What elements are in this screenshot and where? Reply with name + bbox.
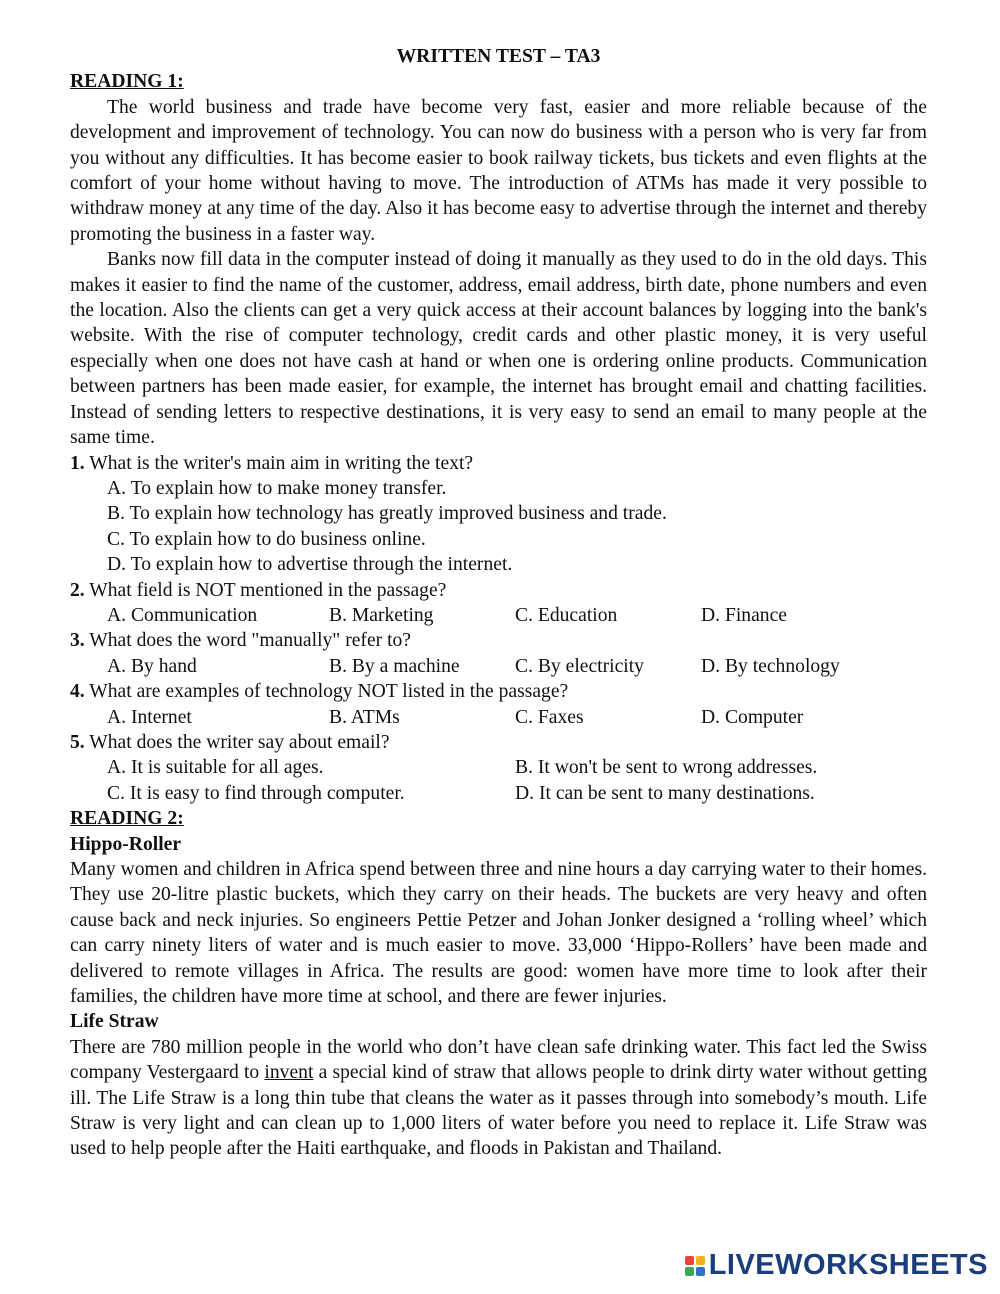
life-straw-text-before: There are 780 million people in the world who don’t have clean safe drinking water. This fact led the Swiss company Vestergaard to [70,1036,927,1084]
q4-option-b[interactable]: B. ATMs [329,706,400,728]
q4-option-a[interactable]: A. Internet [107,706,192,728]
reading1-heading: READING 1: [70,71,184,93]
q5-options [70,755,927,806]
question-number: 3. [70,630,85,652]
logo-square-yellow [696,1256,705,1265]
q1-option-a[interactable]: A. To explain how to make money transfer. [107,477,447,499]
life-straw-title: Life Straw [70,1011,159,1033]
q4-option-d[interactable]: D. Computer [701,706,804,728]
question-text: What is the writer's main aim in writing the text? [89,452,474,474]
question-number: 5. [70,731,85,753]
q4-options [70,705,927,730]
q4-option-c[interactable]: C. Faxes [515,706,584,728]
life-straw-text [70,1035,927,1162]
question-3 [70,628,927,653]
q2-option-a[interactable]: A. Communication [107,604,258,626]
logo-mark-icon [685,1256,705,1276]
q1-option-d[interactable]: D. To explain how to advertise through the internet. [107,554,513,576]
question-number: 2. [70,579,85,601]
question-number: 1. [70,452,85,474]
q3-options [70,654,927,679]
worksheet-page [70,44,927,1162]
logo-square-green [685,1267,694,1276]
reading2-heading: READING 2: [70,808,184,830]
q3-option-b[interactable]: B. By a machine [329,655,460,677]
liveworksheets-logo [685,1249,988,1282]
reading1-paragraph-2: Banks now fill data in the computer instead of doing it manually as they used to do in the old days. This makes it easier to find the name of the customer, address, email address, birth date, phone numbers and even the location. Also the clients can get a very quick access at their account balances by logging into the bank's website. With the rise of computer technology, credit cards and other plastic money, it is very useful especially when one does not have cash at hand or when one is ordering online products. Communication between partners has been made easier, for example, the internet has brought email and chatting facilities. Instead of sending letters to respective destinations, it is very easy to send an email to many people at the same time. [70,249,927,449]
question-5 [70,730,927,755]
q2-option-b[interactable]: B. Marketing [329,604,434,626]
question-number: 4. [70,681,85,703]
q1-option-b[interactable]: B. To explain how technology has greatly improved business and trade. [107,503,667,525]
question-text: What does the writer say about email? [89,731,390,753]
logo-square-blue [696,1267,705,1276]
q5-option-c[interactable]: C. It is easy to find through computer. [107,782,405,804]
q3-option-c[interactable]: C. By electricity [515,655,644,677]
q5-option-a[interactable]: A. It is suitable for all ages. [107,757,324,779]
reading1-paragraph-1: The world business and trade have become very fast, easier and more reliable because of the development and improvement of technology. You can now do business with a person who is very far from you without any difficulties. It has become easier to book railway tickets, bus tickets and even flights at the comfort of your home without having to move. The introduction of ATMs has made it very possible to withdraw money at any time of the day. Also it has become easy to advertise through the internet and thereby promoting the business in a faster way. [70,96,927,245]
life-straw-text-after: a special kind of straw that allows people to drink dirty water without getting ill. The Life Straw is a long thin tube that cleans the water as it passes through into somebody’s mouth. Life Straw is very light and can clean up to 1,000 liters of water before you need to replace it. Life Straw was used to help people after the Haiti earthquake, and floods in Pakistan and Thailand. [70,1062,927,1160]
q1-option-c[interactable]: C. To explain how to do business online. [107,528,426,550]
q3-option-d[interactable]: D. By technology [701,655,840,677]
logo-square-red [685,1256,694,1265]
page-title: WRITTEN TEST – TA3 [396,46,601,67]
question-2 [70,578,927,603]
question-1 [70,451,927,476]
q2-option-c[interactable]: C. Education [515,604,618,626]
logo-text: LIVEWORKSHEETS [708,1249,988,1281]
underlined-word-invent: invent [264,1062,314,1084]
q2-options [70,603,927,628]
hippo-roller-title: Hippo-Roller [70,833,182,855]
q5-option-b[interactable]: B. It won't be sent to wrong addresses. [515,757,818,779]
question-4 [70,679,927,704]
hippo-roller-text: Many women and children in Africa spend between three and nine hours a day carrying water to their homes. They use 20-litre plastic buckets, which they carry on their heads. The buckets are very heavy and often cause back and neck injuries. So engineers Pettie Petzer and Johan Jonker designed a ‘rolling wheel’ which can carry ninety liters of water and is much easier to move. 33,000 ‘Hippo-Rollers’ have been made and delivered to remote villages in Africa. The results are good: women have more time to look after their families, the children have more time at school, and there are fewer injuries. [70,859,927,1008]
question-text: What field is NOT mentioned in the passage? [89,579,447,601]
question-text: What does the word "manually" refer to? [89,630,412,652]
q2-option-d[interactable]: D. Finance [701,604,787,626]
q3-option-a[interactable]: A. By hand [107,655,197,677]
q5-option-d[interactable]: D. It can be sent to many destinations. [515,782,815,804]
question-text: What are examples of technology NOT listed in the passage? [89,681,569,703]
